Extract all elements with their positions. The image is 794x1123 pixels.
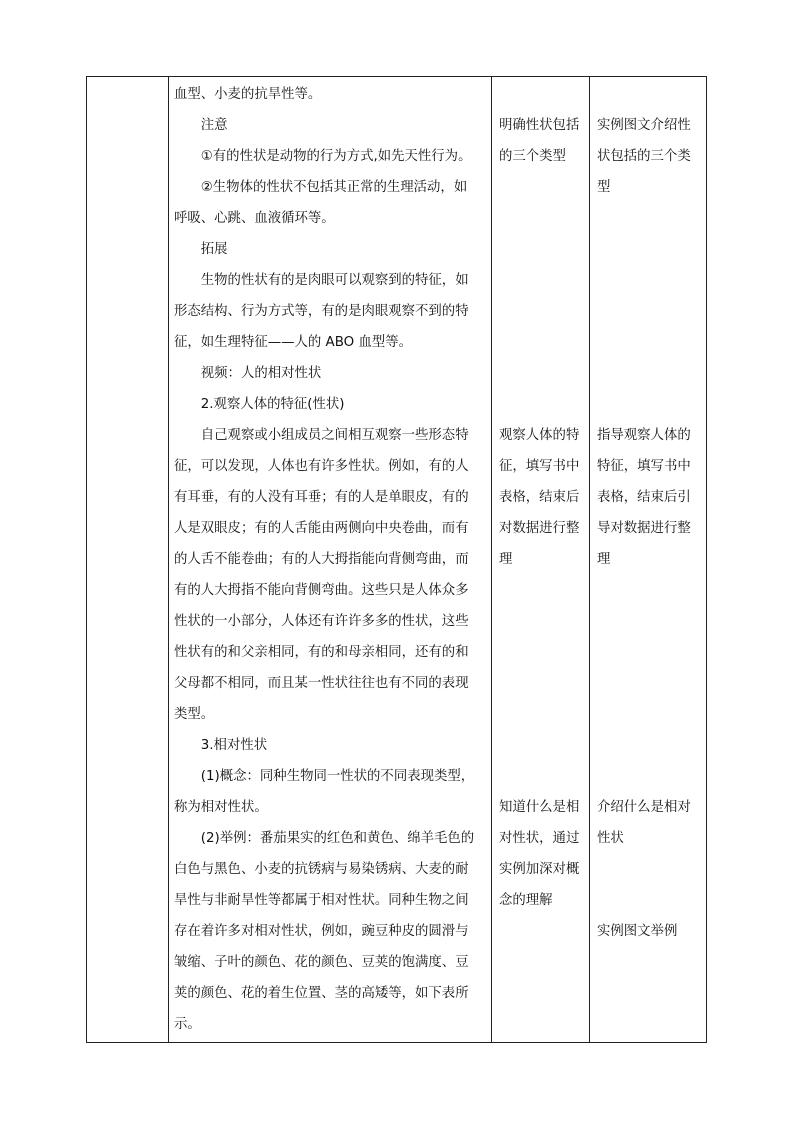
content-line: (2)举例：番茄果实的红色和黄色、绵羊毛色的 — [174, 831, 475, 846]
content-line: 白色与黑色、小麦的抗锈病与易染锈病、大麦的耐 — [174, 862, 469, 877]
student-activity-line: 念的理解 — [499, 893, 553, 908]
content-line: 血型、小麦的抗旱性等。 — [174, 87, 322, 102]
content-line: 性状的一小部分，人体还有许许多多的性状，这些 — [174, 614, 469, 629]
content-line: 称为相对性状。 — [174, 800, 268, 815]
teacher-activity-line: 理 — [597, 552, 611, 567]
student-activity-line: 征，填写书中 — [499, 459, 580, 474]
content-line: 类型。 — [174, 707, 215, 722]
content-line: 拓展 — [174, 242, 228, 257]
teacher-activity-line: 状包括的三个类 — [597, 149, 691, 164]
teacher-activity-line: 导对数据进行整 — [597, 521, 691, 536]
student-activity-line: 对数据进行整 — [499, 521, 580, 536]
content-line: ①有的性状是动物的行为方式,如先天性行为。 — [174, 149, 472, 164]
content-line: (1)概念：同种生物同一性状的不同表现类型， — [174, 769, 475, 784]
content-line: 皱缩、子叶的颜色、花的颜色、豆荚的饱满度、豆 — [174, 955, 469, 970]
teacher-activity-line: 介绍什么是相对 — [597, 800, 691, 815]
column-divider — [168, 77, 169, 1042]
content-line: 注意 — [174, 118, 228, 133]
content-line: 形态结构、行为方式等，有的是肉眼观察不到的特 — [174, 304, 469, 319]
student-activity-line: 观察人体的特 — [499, 428, 580, 443]
student-activity-line: 实例加深对概 — [499, 862, 580, 877]
content-line: 3.相对性状 — [174, 738, 268, 753]
student-activity-line: 明确性状包括 — [499, 118, 580, 133]
student-activity-line: 表格，结束后 — [499, 490, 580, 505]
teacher-activity-line: 型 — [597, 180, 611, 195]
column-divider — [491, 77, 492, 1042]
content-line: 自己观察或小组成员之间相互观察一些形态特 — [174, 428, 469, 443]
content-line: 征，可以发现，人体也有许多性状。例如，有的人 — [174, 459, 469, 474]
teacher-activity-line: 性状 — [597, 831, 624, 846]
content-line: 性状有的和父亲相同，有的和母亲相同，还有的和 — [174, 645, 469, 660]
teacher-activity-line: 表格，结束后引 — [597, 490, 691, 505]
student-activity-line: 理 — [499, 552, 513, 567]
teacher-activity-line: 特征，填写书中 — [597, 459, 691, 474]
content-line: 荚的颜色、花的着生位置、茎的高矮等，如下表所 — [174, 986, 469, 1001]
lesson-table — [86, 76, 707, 1043]
content-line: 存在着许多对相对性状，例如，豌豆种皮的圆滑与 — [174, 924, 469, 939]
content-line: 生物的性状有的是肉眼可以观察到的特征，如 — [174, 273, 469, 288]
column-divider — [589, 77, 590, 1042]
student-activity-line: 对性状，通过 — [499, 831, 580, 846]
content-line: 2.观察人体的特征(性状) — [174, 397, 345, 412]
content-line: 父母都不相同，而且某一性状往往也有不同的表现 — [174, 676, 469, 691]
teacher-activity-line: 指导观察人体的 — [597, 428, 691, 443]
student-activity-line: 的三个类型 — [499, 149, 566, 164]
content-line: 有的人大拇指不能向背侧弯曲。这些只是人体众多 — [174, 583, 469, 598]
content-line: 呼吸、心跳、血液循环等。 — [174, 211, 335, 226]
content-line: ②生物体的性状不包括其正常的生理活动，如 — [174, 180, 468, 195]
content-line: 征，如生理特征——人的 ABO 血型等。 — [174, 335, 413, 350]
content-line: 人是双眼皮；有的人舌能由两侧向中央卷曲，而有 — [174, 521, 469, 536]
content-line: 视频：人的相对性状 — [174, 366, 322, 381]
teacher-activity-line: 实例图文举例 — [597, 924, 678, 939]
content-line: 示。 — [174, 1017, 201, 1032]
content-line: 旱性与非耐旱性等都属于相对性状。同种生物之间 — [174, 893, 469, 908]
student-activity-line: 知道什么是相 — [499, 800, 580, 815]
content-line: 有耳垂，有的人没有耳垂；有的人是单眼皮，有的 — [174, 490, 469, 505]
content-line: 的人舌不能卷曲；有的人大拇指能向背侧弯曲，而 — [174, 552, 469, 567]
teacher-activity-line: 实例图文介绍性 — [597, 118, 691, 133]
